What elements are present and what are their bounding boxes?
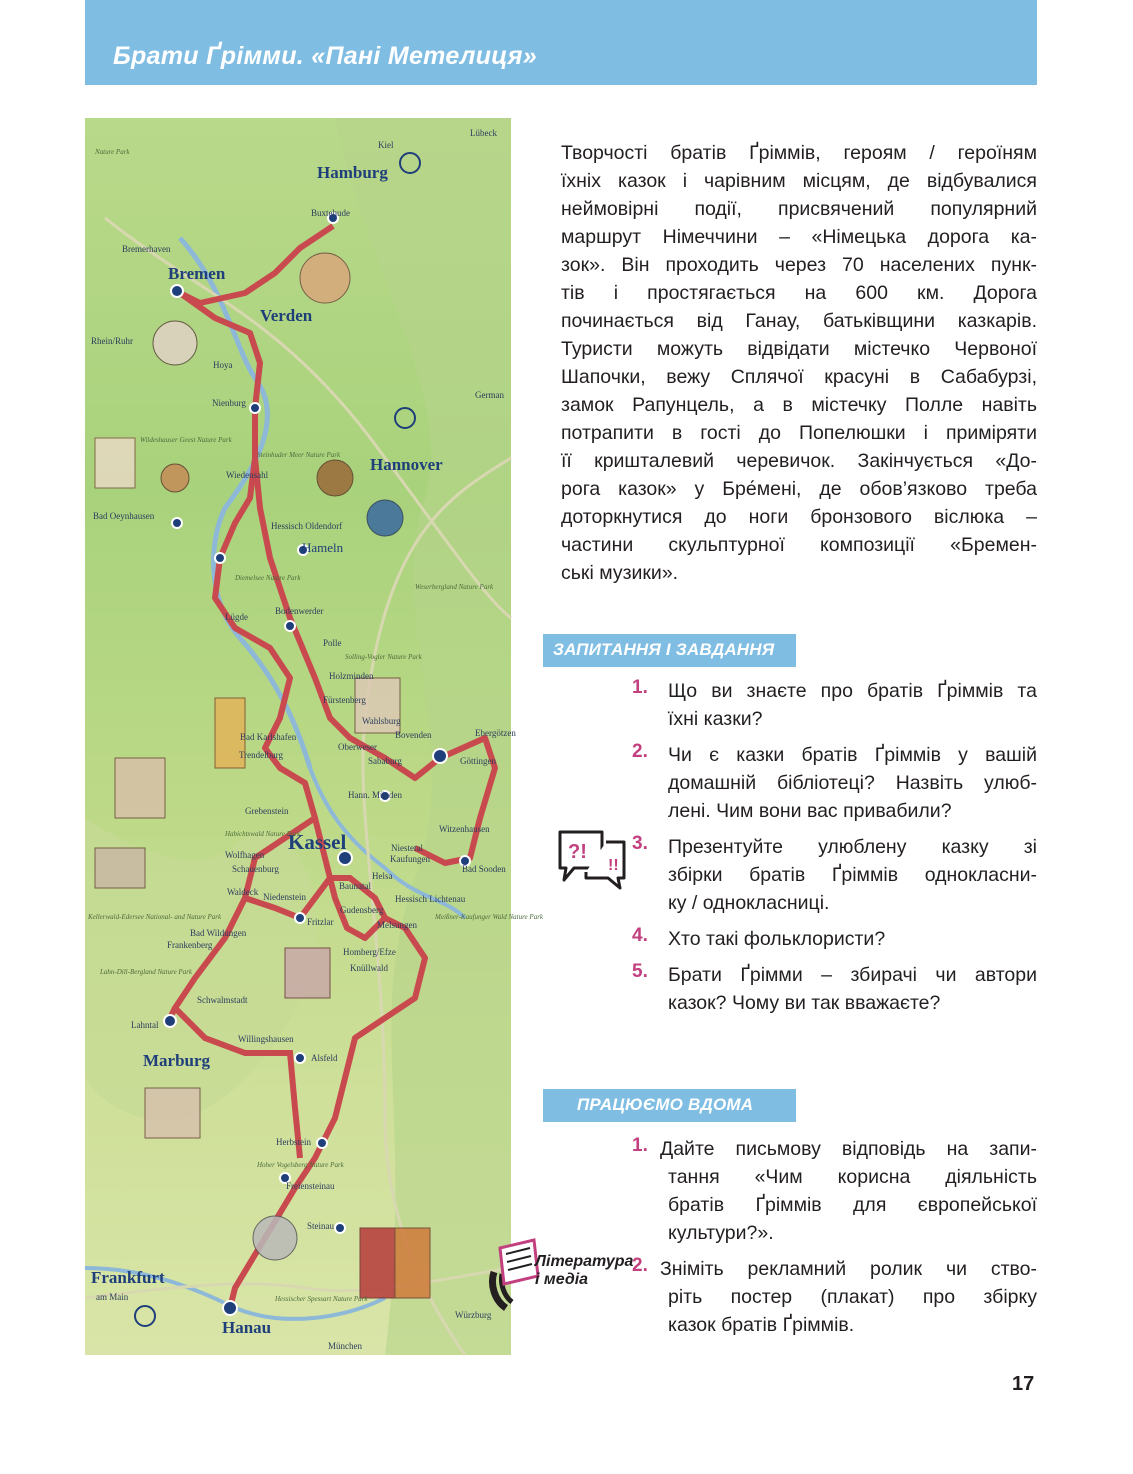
map-label-oberweser: Oberweser xyxy=(338,742,377,752)
text-line: починається від Ганау, батьківщини казкарів. xyxy=(561,310,1037,332)
question-number: 3. xyxy=(632,833,648,854)
map-park-label: Lahn-Dill-Bergland Nature Park xyxy=(100,968,193,976)
map-park-label: Nature Park xyxy=(95,148,130,156)
text-line: зок». Він проходить через 70 населених пунк- xyxy=(561,254,1037,276)
map-park-label: Hoher Vogelsberg Nature Park xyxy=(257,1161,344,1169)
map-label-knuellwald: Knüllwald xyxy=(350,963,388,973)
map-label-wahlsburg: Wahlsburg xyxy=(362,716,401,726)
media-label-line: Література xyxy=(535,1253,634,1270)
map-park-label: Solling-Vogler Nature Park xyxy=(345,653,422,661)
homework-number: 1. xyxy=(632,1135,648,1156)
map-label-hessisch-oldendorf: Hessisch Oldendorf xyxy=(271,521,343,531)
map-label-bad-karlshafen: Bad Karlshafen xyxy=(240,732,297,742)
map-label-melsungen: Melsungen xyxy=(377,920,417,930)
text-line: маршрут Німеччини – «Німецька дорога ка- xyxy=(561,226,1037,248)
map-graphic xyxy=(85,118,511,1355)
map-label-fritzlar: Fritzlar xyxy=(307,917,334,927)
text-line: збірки братів Ґріммів однокласни- xyxy=(668,864,1037,886)
text-line: казок? Чому ви так вважаєте? xyxy=(668,992,941,1014)
map-label-kassel: Kassel xyxy=(288,830,347,854)
question-number: 4. xyxy=(632,925,648,946)
map-label-kiel: Kiel xyxy=(378,140,394,150)
map-park-label: Diemelsee Nature Park xyxy=(235,574,301,582)
page-title: Брати Ґрімми. «Пані Метелиця» xyxy=(113,42,537,70)
text-line: казок братів Ґріммів. xyxy=(668,1314,855,1336)
map-label-marburg: Marburg xyxy=(143,1051,211,1070)
text-line: Зніміть рекламний ролик чи ство- xyxy=(660,1258,1037,1280)
map-park-label: Wildeshauser Geest Nature Park xyxy=(140,436,232,444)
map-label-niedenstein: Niedenstein xyxy=(263,892,306,902)
map-label-hanau: Hanau xyxy=(222,1318,272,1337)
map-park-label: Kellerwald-Edersee National- and Nature Park xyxy=(88,913,222,921)
map-label-wuerzburg: Würzburg xyxy=(455,1310,492,1320)
map-label-hannover: Hannover xyxy=(370,455,443,474)
map-label-helsa: Helsa xyxy=(372,871,393,881)
map-park-label: Hessischer Spessart Nature Park xyxy=(275,1295,368,1303)
text-line: Презентуйте улюблену казку зі xyxy=(668,836,1037,858)
map-label-niestetal: Niestetal xyxy=(391,843,423,853)
discussion-icon xyxy=(556,828,628,894)
question-item xyxy=(632,925,1037,953)
page-number: 17 xyxy=(1012,1373,1035,1395)
homework-item xyxy=(632,1135,1037,1247)
film-reel-icon xyxy=(488,1238,538,1314)
map-label-ebergoetzen: Ebergötzen xyxy=(475,728,516,738)
map-label-hessisch-lichtenau: Hessisch Lichtenau xyxy=(395,894,466,904)
text-line: культури?». xyxy=(668,1222,774,1244)
map-park-label: Weserbergland Nature Park xyxy=(415,583,494,591)
map-label-am-main: am Main xyxy=(96,1292,129,1302)
map-label-fuerstenberg: Fürstenberg xyxy=(323,695,366,705)
text-line: потрапити в гості до Попелюшки і приміряти xyxy=(561,422,1037,444)
map-label-hoya: Hoya xyxy=(213,360,233,370)
text-line: Чи є казки братів Ґріммів у вашій xyxy=(668,744,1037,766)
map-label-gudensberg: Gudensberg xyxy=(340,905,384,915)
questions-heading-bar xyxy=(543,634,796,667)
map-label-frankenberg: Frankenberg xyxy=(167,940,213,950)
question-item xyxy=(632,741,1037,825)
map-label-schauenburg: Schauenburg xyxy=(232,864,279,874)
text-line: замок Рапунцель, а в містечку Полле навіть xyxy=(561,394,1037,416)
intro-paragraph xyxy=(561,139,1037,587)
map-park-label: Steinhuder Meer Nature Park xyxy=(257,451,341,459)
text-line: тів і простягається на 600 км. Дорога xyxy=(561,282,1037,304)
question-item xyxy=(632,961,1037,1017)
discussion-icon-text: ?! xyxy=(568,841,587,863)
map-label-hamburg: Hamburg xyxy=(317,163,388,182)
map-label-bad-oeynhausen: Bad Oeynhausen xyxy=(93,511,155,521)
text-line: Шапочки, вежу Сплячої красуні в Сабабурзі, xyxy=(561,366,1037,388)
map-label-verden: Verden xyxy=(260,306,313,325)
map-label-grebenstein: Grebenstein xyxy=(245,806,289,816)
text-line: ку / однокласниці. xyxy=(668,892,830,914)
map-label-waldeck: Waldeck xyxy=(227,887,259,897)
text-line: Що ви знаєте про братів Ґріммів та xyxy=(668,680,1037,702)
map-label-luegde: Lügde xyxy=(225,612,248,622)
map-label-hameln: Hameln xyxy=(302,540,344,555)
text-line: рога казок» у Бре́мені, де обов’язково треба xyxy=(561,478,1037,500)
text-line: неймовірні події, присвячений популярний xyxy=(561,198,1037,220)
map-label-steinau: Steinau xyxy=(307,1221,334,1231)
questions-list xyxy=(632,677,1037,1025)
map-label-polle: Polle xyxy=(323,638,342,648)
map-label-sababurg: Sababurg xyxy=(368,756,402,766)
homework-heading-bar xyxy=(543,1089,796,1122)
map-park-label: Habichtswald Nature Park xyxy=(225,830,301,838)
text-line: домашній бібліотеці? Назвіть улюб- xyxy=(668,772,1037,794)
map-label-kaufungen: Kaufungen xyxy=(390,854,430,864)
text-line: Хто такі фольклористи? xyxy=(668,928,886,950)
question-number: 1. xyxy=(632,677,648,698)
map-label-hann-muenden: Hann. Münden xyxy=(348,790,402,800)
map-label-bodenwerder: Bodenwerder xyxy=(275,606,324,616)
media-literacy-label xyxy=(535,1253,633,1289)
map-label-alsfeld: Alsfeld xyxy=(311,1053,338,1063)
questions-heading: ЗАПИТАННЯ І ЗАВДАННЯ xyxy=(553,640,775,659)
homework-item xyxy=(632,1255,1037,1339)
map-label-nienburg: Nienburg xyxy=(212,398,246,408)
text-line: ські музики». xyxy=(561,562,679,584)
text-line: доторкнутися до ноги бронзового віслюка – xyxy=(561,506,1037,528)
text-line: братів Ґріммів для європейської xyxy=(668,1194,1037,1216)
text-line: ріть постер (плакат) про збірку xyxy=(668,1286,1037,1308)
map-label-wolfhagen: Wolfhagen xyxy=(225,850,265,860)
map-label-bad-wildungen: Bad Wildungen xyxy=(190,928,247,938)
text-line: їхніх казок і чарівним місцям, де відбувалися xyxy=(561,170,1037,192)
map-label-schwalmstadt: Schwalmstadt xyxy=(197,995,248,1005)
text-line: тання «Чим корисна діяльність xyxy=(668,1166,1037,1188)
map-label-herbstein: Herbstein xyxy=(276,1137,311,1147)
fairy-tale-route-map xyxy=(85,118,544,1355)
map-label-willingshausen: Willingshausen xyxy=(238,1034,294,1044)
map-label-luebeck: Lübeck xyxy=(470,128,497,138)
question-item xyxy=(632,677,1037,733)
map-label-goettingen: Göttingen xyxy=(460,756,496,766)
question-item xyxy=(632,833,1037,917)
map-label-freiensteinau: Freiensteinau xyxy=(286,1181,335,1191)
question-number: 5. xyxy=(632,961,648,982)
map-label-wiedensahl: Wiedensahl xyxy=(226,470,269,480)
map-label-lahntal: Lahntal xyxy=(131,1020,159,1030)
map-label-buxtehude: Buxtehude xyxy=(311,208,350,218)
media-label-line: і медіа xyxy=(535,1271,589,1288)
text-line: частини скульптурної композиції «Бремен- xyxy=(561,534,1037,556)
text-line: лені. Чим вони вас привабили? xyxy=(668,800,952,822)
map-label-witzenhausen: Witzenhausen xyxy=(439,824,490,834)
map-label-homberg-efze: Homberg/Efze xyxy=(343,947,396,957)
text-line: їхні казки? xyxy=(668,708,763,730)
homework-list xyxy=(632,1135,1037,1347)
map-park-label: Meißner-Kaufunger Wald Nature Park xyxy=(435,913,544,921)
map-label-bad-sooden: Bad Sooden xyxy=(462,864,506,874)
map-label-holzminden: Holzminden xyxy=(329,671,374,681)
map-label-trendelburg: Trendelburg xyxy=(239,750,284,760)
header-bar xyxy=(85,0,1037,85)
map-label-german: German xyxy=(475,390,504,400)
question-number: 2. xyxy=(632,741,648,762)
text-line: Туристи можуть відвідати містечко Червоної xyxy=(561,338,1037,360)
text-line: Творчості братів Ґріммів, героям / героїням xyxy=(561,142,1037,164)
map-label-muenchen: München xyxy=(328,1341,362,1351)
homework-number: 2. xyxy=(632,1255,648,1276)
map-label-frankfurt: Frankfurt xyxy=(91,1268,165,1287)
homework-heading: ПРАЦЮЄМО ВДОМА xyxy=(577,1095,754,1114)
text-line: Брати Ґрімми – збирачі чи автори xyxy=(668,964,1037,986)
map-label-bovenden: Bovenden xyxy=(395,730,432,740)
map-label-baunatal: Baunatal xyxy=(339,881,371,891)
map-label-bremen: Bremen xyxy=(168,264,226,283)
map-label-bremerhaven: Bremerhaven xyxy=(122,244,171,254)
svg-text:!!: !! xyxy=(608,857,619,874)
map-label-rhein-ruhr: Rhein/Ruhr xyxy=(91,336,133,346)
text-line: Дайте письмову відповідь на запи- xyxy=(660,1138,1037,1160)
text-line: її кришталевий черевичок. Закінчується «До- xyxy=(561,450,1037,472)
